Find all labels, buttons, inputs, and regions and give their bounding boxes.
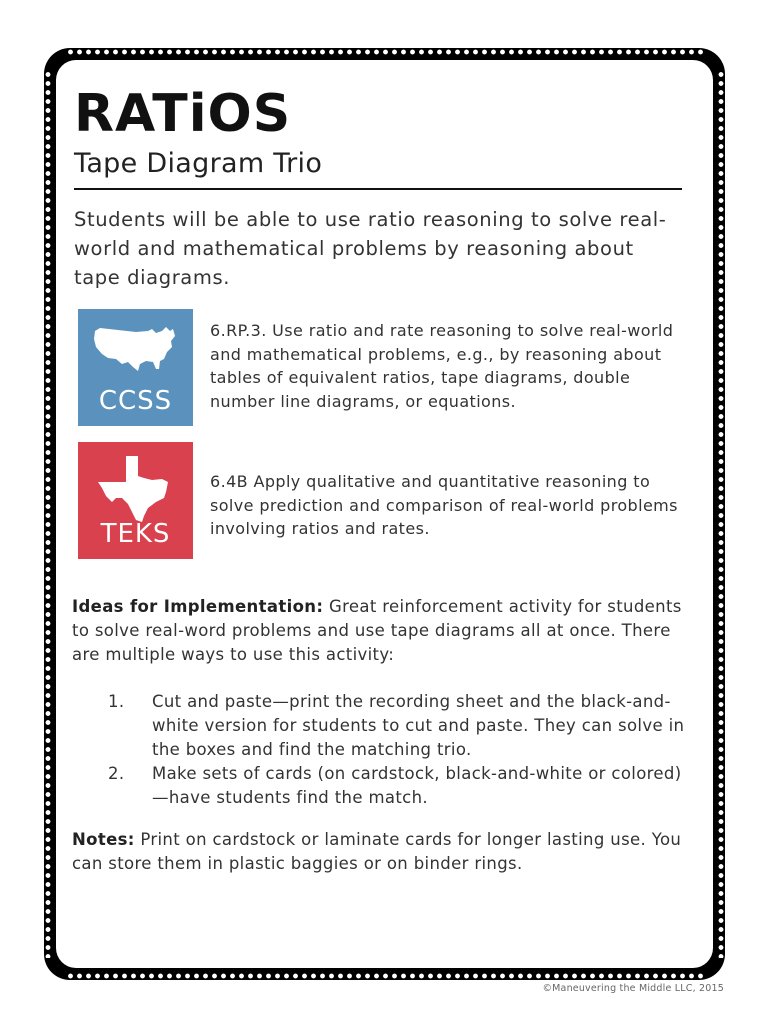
title-divider — [74, 188, 682, 190]
ccss-badge-label: CCSS — [98, 386, 173, 416]
page-subtitle: Tape Diagram Trio — [74, 148, 323, 179]
step-text: Cut and paste—print the recording sheet and the black-and-white version for students to cut and paste. They can solve in the boxes and find the matching trio. — [152, 692, 685, 759]
copyright-notice: ©Maneuvering the Middle LLC, 2015 — [542, 983, 724, 994]
list-item — [108, 762, 693, 810]
list-item — [108, 690, 693, 762]
usa-map-icon — [78, 309, 193, 389]
ccss-badge — [78, 309, 193, 426]
ideas-label: Ideas for Implementation: — [72, 597, 324, 616]
border-dots-top — [66, 49, 703, 55]
texas-map-icon — [78, 442, 193, 527]
teks-badge-label: TEKS — [100, 519, 171, 549]
border-dots-right — [718, 70, 724, 958]
page-title: RATiOS — [74, 84, 292, 144]
teks-standard-text: 6.4B Apply qualitative and quantitative reasoning to solve prediction and comparison of real-world problems involving ratios and rates. — [210, 472, 678, 538]
teks-badge — [78, 442, 193, 559]
border-dots-left — [45, 70, 51, 958]
notes — [72, 828, 692, 876]
learning-objective: Students will be able to use ratio reasoning to solve real-world and mathematical problems by reasoning about tape diagrams. — [74, 208, 667, 289]
border-dots-bottom — [66, 973, 703, 979]
step-number: 2. — [108, 764, 125, 783]
step-text: Make sets of cards (on cardstock, black-and-white or colored)—have students find the match. — [152, 764, 682, 807]
notes-label: Notes: — [72, 830, 135, 849]
ccss-standard-text: 6.RP.3. Use ratio and rate reasoning to solve real-world and mathematical problems, e.g., by reasoning about tables of equivalent ratios, tape diagrams, double number line diagrams, or equations. — [210, 321, 674, 411]
step-number: 1. — [108, 692, 125, 711]
implementation-steps — [108, 690, 693, 810]
notes-text: Print on cardstock or laminate cards for longer lasting use. You can store them in plastic baggies or on binder rings. — [72, 830, 682, 873]
implementation-ideas — [72, 595, 692, 667]
ideas-text: Great reinforcement activity for students to solve real-word problems and use tape diagrams all at once. There are multiple ways to use this activity: — [72, 597, 682, 664]
